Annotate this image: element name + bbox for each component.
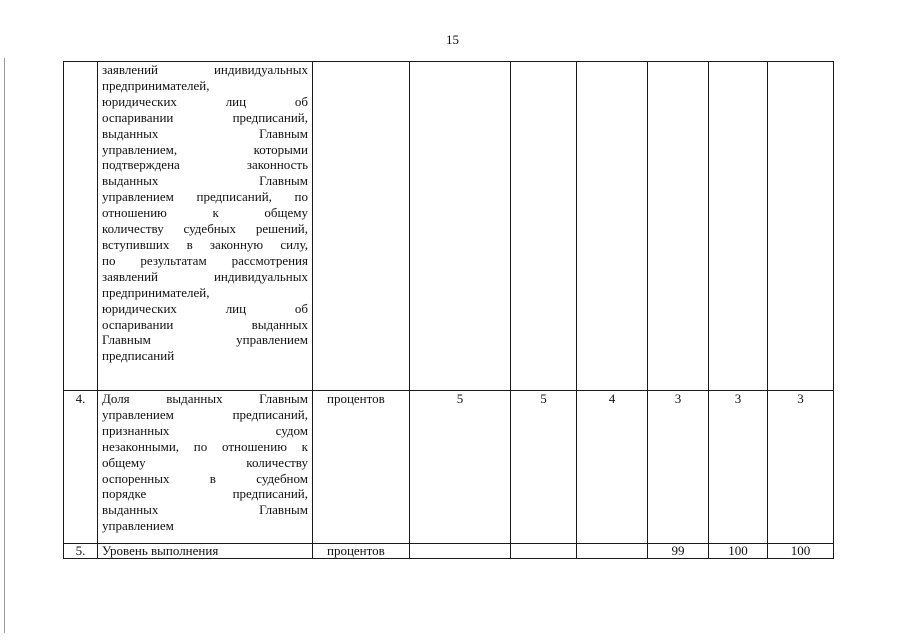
description-line: подтверждена законность — [102, 157, 308, 173]
value-cell — [709, 62, 768, 391]
value-cell — [511, 544, 577, 559]
description-line: Главным управлением — [102, 332, 308, 348]
indicator-description — [98, 62, 313, 391]
row-number: 5. — [64, 544, 98, 559]
description-line: управлением, которыми — [102, 141, 308, 157]
description-line: управлением — [102, 518, 174, 534]
value-cell: 5 — [511, 391, 577, 544]
description-line: количеству судебных решений, — [102, 221, 308, 237]
description-line: управлением предписаний, — [102, 406, 308, 422]
value-cell: 3 — [768, 391, 834, 544]
page-number: 15 — [446, 32, 459, 47]
value-cell: 100 — [768, 544, 834, 559]
value-cell — [648, 62, 709, 391]
value-cell: 99 — [648, 544, 709, 559]
description-line: оспоренных в судебном — [102, 470, 308, 486]
table-row — [64, 391, 834, 544]
value-cell: 100 — [709, 544, 768, 559]
description-line: общему количеству — [102, 454, 308, 470]
description-line: выданных Главным — [102, 125, 308, 141]
description-line: порядке предписаний, — [102, 486, 308, 502]
description-line: предпринимателей, — [102, 77, 210, 93]
value-cell — [410, 62, 511, 391]
value-cell: 4 — [577, 391, 648, 544]
description-line: юридических лиц об — [102, 93, 308, 109]
description-line: выданных Главным — [102, 502, 308, 518]
indicator-description — [98, 544, 313, 559]
value-cell: 5 — [410, 391, 511, 544]
indicator-description — [98, 391, 313, 544]
value-cell — [577, 62, 648, 391]
description-line: юридических лиц об — [102, 300, 308, 316]
unit-cell — [313, 62, 410, 391]
description-line: незаконными, по отношению к — [102, 438, 308, 454]
row-number: 4. — [64, 391, 98, 544]
value-cell: 3 — [648, 391, 709, 544]
unit-cell: процентов — [313, 544, 410, 559]
value-cell — [577, 544, 648, 559]
table-row — [64, 544, 834, 559]
description-line: Доля выданных Главным — [102, 391, 308, 406]
indicators-table — [63, 61, 834, 559]
description-line: управлением предписаний, по — [102, 189, 308, 205]
row-number — [64, 62, 98, 391]
description-line: заявлений индивидуальных — [102, 268, 308, 284]
description-line: выданных Главным — [102, 173, 308, 189]
unit-cell: процентов — [313, 391, 410, 544]
description-line: предписаний — [102, 348, 175, 364]
description-line: по результатам рассмотрения — [102, 252, 308, 268]
description-line: вступивших в законную силу, — [102, 236, 308, 252]
description-line: отношению к общему — [102, 205, 308, 221]
description-line: предпринимателей, — [102, 284, 210, 300]
description-line: оспаривании выданных — [102, 316, 308, 332]
value-cell: 3 — [709, 391, 768, 544]
description-line: заявлений индивидуальных — [102, 62, 308, 77]
value-cell — [511, 62, 577, 391]
table-row — [64, 62, 834, 391]
value-cell — [768, 62, 834, 391]
description-line: признанных судом — [102, 422, 308, 438]
description-line: Уровень выполнения — [102, 543, 219, 558]
value-cell — [410, 544, 511, 559]
description-line: оспаривании предписаний, — [102, 109, 308, 125]
left-margin-rule — [4, 58, 5, 633]
